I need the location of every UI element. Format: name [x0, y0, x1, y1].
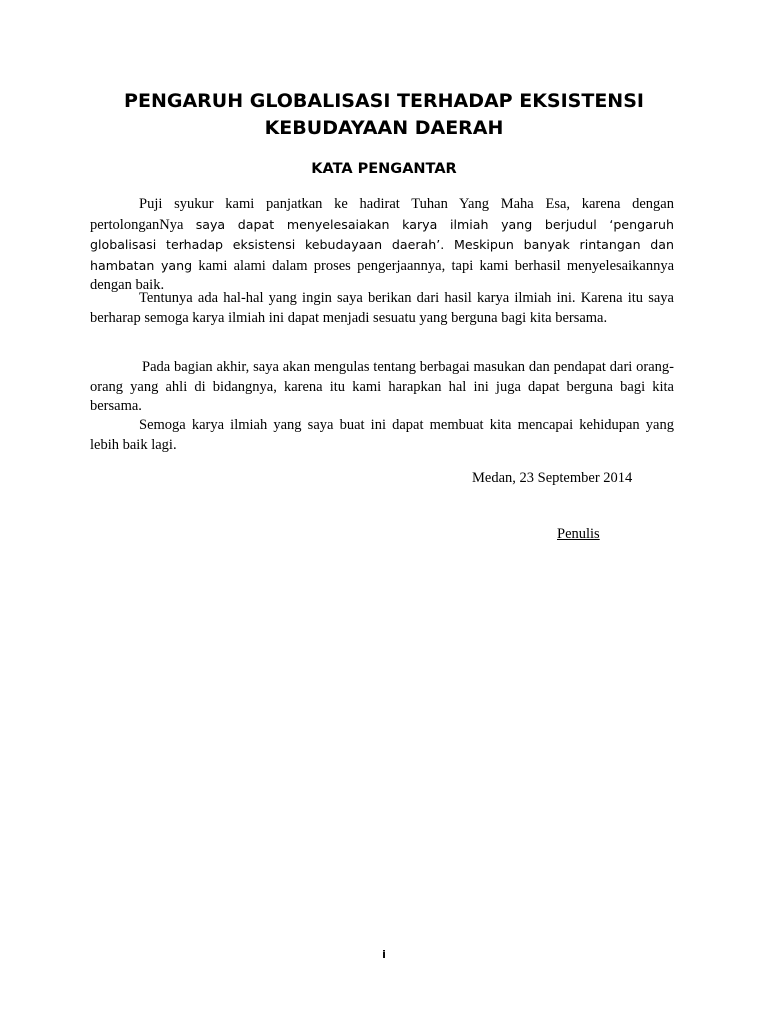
preface-paragraph-3: Pada bagian akhir, saya akan mengulas tentang berbagai masukan dan pendapat dari orang-orang yang ahli di bidangnya, karena itu kami harapkan hal ini juga dapat berguna bagi kita bersama. [90, 359, 674, 414]
preface-paragraph-4: Semoga karya ilmiah yang saya buat ini dapat membuat kita mencapai kehidupan yang lebih baik lagi. [90, 417, 674, 453]
author-label: Penulis [557, 526, 600, 542]
preface-paragraph-1 [90, 195, 674, 296]
preface-paragraph-1-part-3: kami alami dalam proses pengerjaannya, tapi kami berhasil menyelesaikannya dengan baik. [90, 257, 674, 293]
preface-paragraph-1-part-1: Puji syukur kami panjatkan ke hadirat Tuhan Yang Maha Esa, karena dengan pertolonganNya [90, 196, 674, 233]
section-heading: KATA PENGANTAR [311, 161, 457, 177]
page-number: i [382, 948, 386, 961]
document-title-line-1: PENGARUH GLOBALISASI TERHADAP EKSISTENSI [124, 90, 644, 112]
document-title-line-2: KEBUDAYAAN DAERAH [264, 117, 504, 139]
place-date: Medan, 23 September 2014 [472, 470, 633, 486]
preface-paragraph-1-part-2: saya dapat menyelesaiakan karya ilmiah yang berjudul ‘pengaruh globalisasi terhadap eksistensi kebudayaan daerah’. Meskipun banyak rintangan dan hambatan yang [90, 216, 675, 273]
preface-paragraph-2: Tentunya ada hal-hal yang ingin saya berikan dari hasil karya ilmiah ini. Karena itu saya berharap semoga karya ilmiah ini dapat menjadi sesuatu yang berguna bagi kita bersama. [90, 290, 674, 326]
